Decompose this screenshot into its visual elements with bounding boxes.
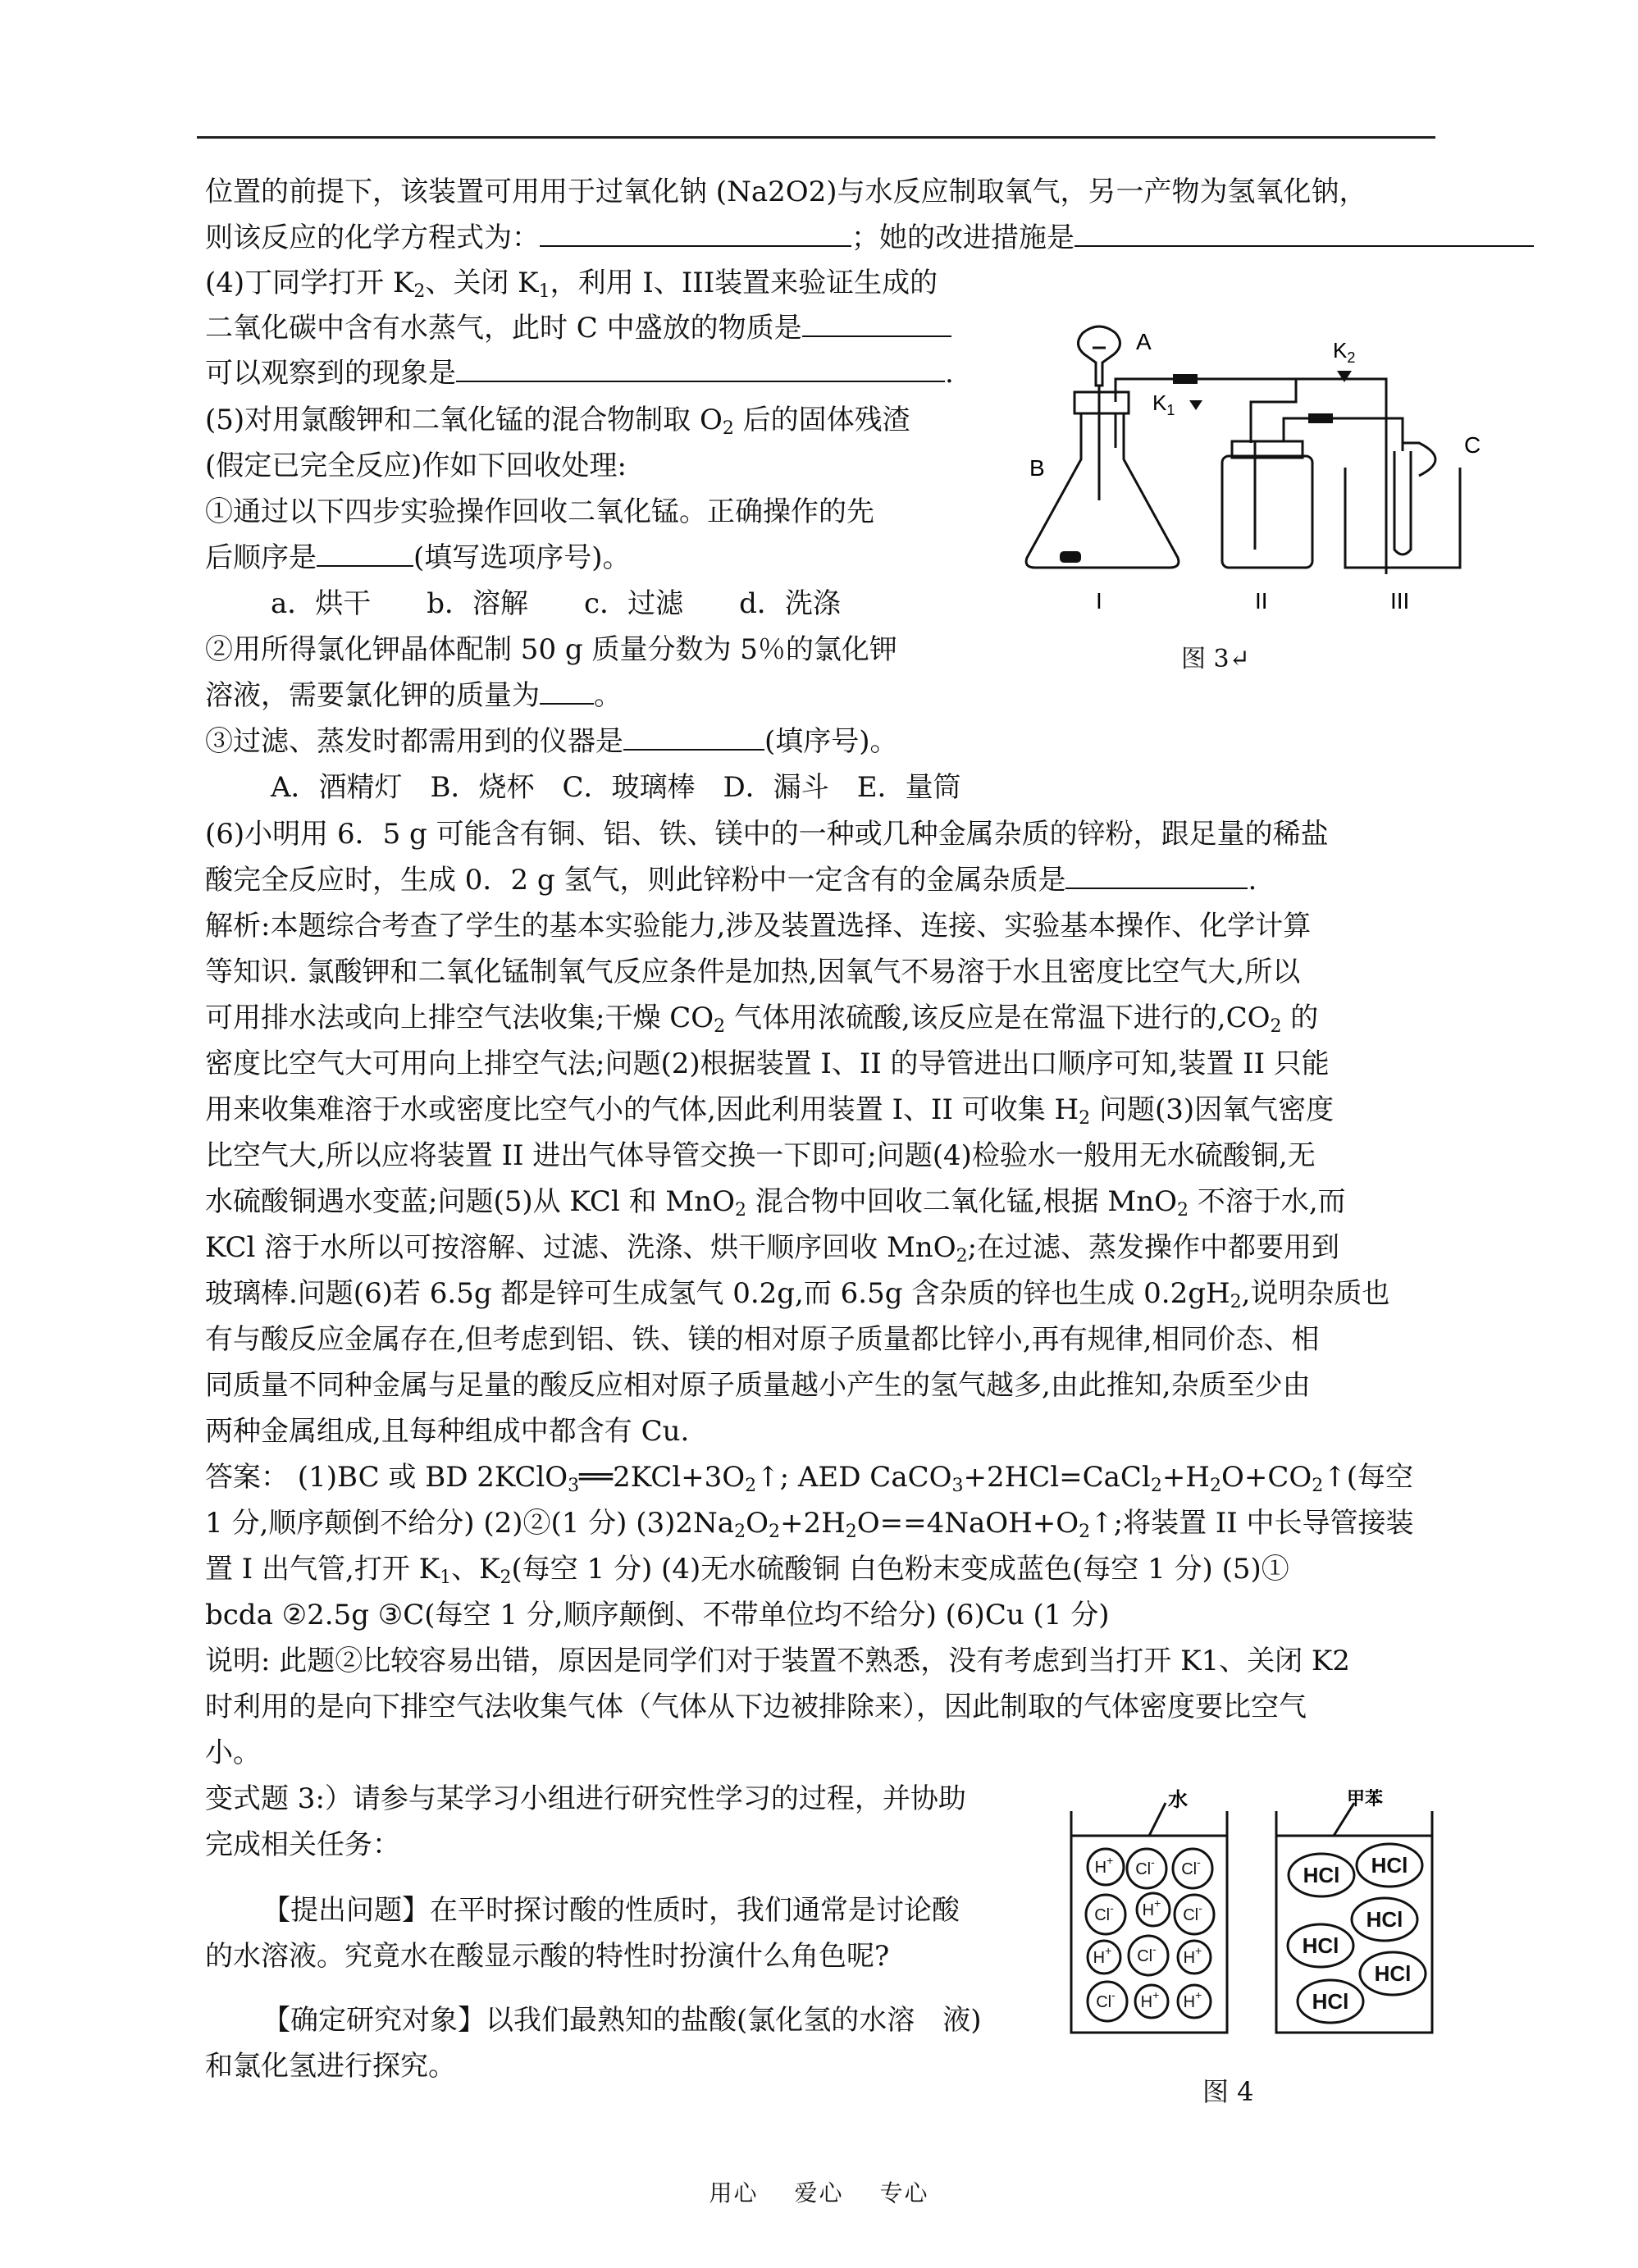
hcl-molecule [1298, 1980, 1363, 2023]
answer-line-3: 置 I 出气管,打开 $K_1$、$K_2$(每空 1 分) (4)无水硫酸铜 白色粉末变成蓝色(每空 1 分) (5)① [205, 1553, 1289, 1588]
hcl-molecule [1360, 1952, 1426, 1995]
svg-text:K2: $K_2$ [1333, 338, 1356, 366]
analysis-line-1: 解析:本题综合考查了学生的基本实验能力,涉及装置选择、连接、实验基本操作、化学计算 [205, 910, 1312, 942]
svg-text:H+: H+ [1093, 1944, 1112, 1967]
svg-text:Cl-: Cl- [1135, 1855, 1155, 1878]
variant-line-3: 【提出问题】在平时探讨酸的性质时，我们通常是讨论酸 [262, 1894, 960, 1927]
variant-line-5: 【确定研究对象】以我们最熟知的盐酸(氯化氢的水溶 液) [262, 2004, 982, 2037]
q-line-6: (5)对用氯酸钾和二氧化锰的混合物制取 $O_2$ 后的固体残渣 [205, 404, 910, 439]
h-ion [1088, 1941, 1120, 1974]
cl-ion [1127, 1849, 1166, 1888]
figure-3-apparatus [1017, 303, 1493, 681]
note-line-2: 时利用的是向下排空气法收集气体（气体从下边被排除来），因此制取的气体密度要比空气 [205, 1691, 1307, 1723]
answer-blank[interactable] [317, 542, 413, 567]
cl-ion [1086, 1895, 1125, 1934]
analysis-line-8: KCl 溶于水所以可按溶解、过滤、洗涤、烘干顺序回收 MnO$_2$;在过滤、蒸发操作中都要用到 [205, 1231, 1340, 1266]
separatory-funnel [1078, 326, 1120, 386]
analysis-line-11: 同质量不同种金属与足量的酸反应相对原子质量越小产生的氢气越多,由此推知,杂质至少由 [205, 1369, 1311, 1402]
h-ion [1137, 1893, 1170, 1926]
answer-blank[interactable] [1075, 222, 1534, 247]
q-line-13: ③过滤、蒸发时都需用到的仪器是 (填序号)。 [205, 725, 898, 758]
analysis-line-10: 有与酸反应金属存在,但考虑到铝、铁、镁的相对原子质量都比锌小,再有规律,相同价态、相 [205, 1323, 1320, 1356]
svg-text:HCl: HCl [1303, 1863, 1340, 1887]
analysis-line-2: 等知识. 氯酸钾和二氧化锰制氧气反应条件是加热,因氧气不易溶于水且密度比空气大,所以 [205, 956, 1301, 988]
hcl-molecule [1357, 1844, 1422, 1887]
q-line-15: (6)小明用 6．5 g 可能含有铜、铝、铁、镁中的一种或几种金属杂质的锌粉，跟足量的稀盐 [205, 818, 1329, 851]
q-line-9: 后顺序是 (填写选项序号)。 [205, 541, 631, 574]
svg-text:HCl: HCl [1371, 1853, 1408, 1878]
variant-line-2: 完成相关任务： [205, 1828, 400, 1861]
cl-ion [1175, 1895, 1214, 1934]
q-line-1: 位置的前提下，该装置可用用于过氧化钠 (Na2O2)与水反应制取氧气，另一产物为氢氧化钠， [205, 176, 1367, 208]
variant-line-4: 的水溶液。究竟水在酸显示酸的特性时扮演什么角色呢? [205, 1940, 890, 1973]
svg-text:Cl-: Cl- [1137, 1942, 1157, 1965]
answer-blank[interactable] [540, 680, 594, 705]
gas-bottle [1222, 456, 1312, 568]
clamp-k2 [1337, 371, 1352, 382]
h-ion [1135, 1985, 1168, 2018]
page-footer: 用心 爱心 专心 [709, 2179, 929, 2206]
q-line-7: (假定已完全反应)作如下回收处理: [205, 449, 627, 482]
q-line-3: (4)丁同学打开 $K_2$、关闭 $K_1$，利用 I、III装置来验证生成的 [205, 267, 938, 302]
figure-4-beakers [1063, 1787, 1457, 2049]
answer-blank[interactable] [456, 358, 945, 382]
svg-text:Cl-: Cl- [1094, 1901, 1114, 1924]
q-line-5: 可以观察到的现象是 . [205, 357, 954, 390]
figure-4-caption: 图 4 [1202, 2076, 1254, 2107]
svg-text:Cl-: Cl- [1181, 1855, 1201, 1878]
solid-reagent [1060, 551, 1081, 563]
svg-text:Cl-: Cl- [1183, 1901, 1202, 1924]
analysis-line-6: 比空气大,所以应将装置 II 进出气体导管交换一下即可;问题(4)检验水一般用无水硫酸铜,无 [205, 1139, 1316, 1172]
svg-text:B: B [1029, 455, 1045, 481]
variant-line-6: 和氯化氢进行探究。 [205, 2050, 456, 2083]
q-line-14: A．酒精灯 B．烧杯 C．玻璃棒 D．漏斗 E．量筒 [271, 771, 961, 804]
svg-text:HCl: HCl [1366, 1907, 1403, 1932]
h-ion [1088, 1849, 1124, 1885]
analysis-line-7: 水硫酸铜遇水变蓝;问题(5)从 KCl 和 MnO$_2$ 混合物中回收二氧化锰,根据 MnO$_2$ 不溶于水,而 [205, 1185, 1346, 1221]
answer-blank[interactable] [802, 313, 951, 337]
answer-blank[interactable] [1065, 865, 1248, 889]
svg-text:C: C [1464, 432, 1481, 458]
conical-flask [1026, 413, 1179, 568]
svg-text:HCl: HCl [1312, 1989, 1349, 2014]
h-ion [1178, 1985, 1211, 2018]
note-line-1: 说明: 此题②比较容易出错，原因是同学们对于装置不熟悉，没有考虑到当打开 K1、关闭 K2 [205, 1645, 1350, 1677]
svg-text:K1: $K_1$ [1152, 390, 1175, 418]
q-line-11: ②用所得氯化钾晶体配制 50 g 质量分数为 5％的氯化钾 [205, 633, 897, 666]
q-line-10: a．烘干 b．溶解 c．过滤 d．洗涤 [271, 587, 841, 620]
figure-3-caption: 图 3↵ [1181, 645, 1250, 673]
clamp-k1 [1189, 400, 1202, 410]
stopper [1075, 392, 1129, 413]
cl-ion [1088, 1982, 1127, 2021]
svg-text:水: 水 [1168, 1789, 1188, 1811]
note-line-3: 小。 [205, 1736, 261, 1769]
hcl-molecule [1352, 1898, 1417, 1941]
analysis-line-9: 玻璃棒.问题(6)若 6.5g 都是锌可生成氢气 0.2g,而 6.5g 含杂质的锌也生成 $0.2gH_2$,说明杂质也 [205, 1277, 1390, 1312]
h-ion [1178, 1941, 1211, 1974]
hcl-molecule [1289, 1854, 1354, 1896]
answer-blank[interactable] [623, 726, 764, 751]
analysis-line-4: 密度比空气大可用向上排空气法;问题(2)根据装置 I、II 的导管进出口顺序可知,装置 II 只能 [205, 1047, 1330, 1080]
hcl-molecule [1288, 1924, 1353, 1967]
svg-text:HCl: HCl [1302, 1933, 1339, 1958]
q-line-12: 溶液，需要氯化钾的质量为 。 [205, 679, 622, 712]
toluene-beaker [1276, 1811, 1432, 2033]
svg-text:HCl: HCl [1374, 1961, 1412, 1986]
svg-text:I: I [1096, 588, 1102, 614]
svg-text:H+: H+ [1183, 1944, 1202, 1967]
svg-text:甲苯: 甲苯 [1347, 1788, 1384, 1809]
q-line-16: 酸完全反应时，生成 0．2 g 氢气，则此锌粉中一定含有的金属杂质是 . [205, 864, 1257, 897]
q-line-4: 二氧化碳中含有水蒸气，此时 C 中盛放的物质是 [205, 312, 951, 345]
svg-text:Cl-: Cl- [1096, 1988, 1116, 2011]
cl-ion [1173, 1849, 1212, 1888]
analysis-line-3: 可用排水法或向上排空气法收集;干燥 $CO_2$ 气体用浓硫酸,该反应是在常温下进行的$,CO_2$ 的 [205, 1002, 1319, 1037]
svg-text:H+: H+ [1183, 1988, 1202, 2011]
svg-text:A: A [1136, 329, 1152, 354]
q-line-8: ①通过以下四步实验操作回收二氧化锰。正确操作的先 [205, 495, 874, 528]
answer-line-1: 答案： (1)BC 或 BD $2KClO_3══2KCl+3O_2↑$; AED $CaCO_3+2HCl=CaCl_2+H_2O+CO_2↑$(每空 [205, 1461, 1413, 1496]
cl-ion [1129, 1936, 1168, 1975]
answer-line-2: 1 分,顺序颠倒不给分) (2)②(1 分) $(3)2Na_2O_2+2H_2O==4NaOH+O_2↑$;将装置 II 中长导管接装 [205, 1507, 1414, 1542]
beaker [1345, 468, 1460, 568]
answer-blank[interactable] [540, 222, 851, 247]
header-rule [197, 136, 1435, 139]
variant-line-1: 变式题 3:）请参与某学习小组进行研究性学习的过程，并协助 [205, 1782, 966, 1815]
svg-text:H+: H+ [1140, 1988, 1160, 2011]
analysis-line-12: 两种金属组成,且每种组成中都含有 Cu. [205, 1415, 690, 1448]
svg-text:H+: H+ [1094, 1854, 1114, 1877]
analysis-line-5: 用来收集难溶于水或密度比空气小的气体,因此利用装置 I、II 可收集 $H_2$ 问题(3)因氧气密度 [205, 1093, 1335, 1129]
q-line-2: 则该反应的化学方程式为： ；她的改进措施是 [205, 221, 1534, 254]
svg-text:H+: H+ [1142, 1896, 1161, 1919]
svg-text:III: III [1390, 588, 1410, 614]
answer-line-4: bcda ②2.5g ③C(每空 1 分,顺序颠倒、不带单位均不给分) (6)Cu (1 分) [205, 1599, 1110, 1631]
svg-text:II: II [1255, 588, 1268, 614]
